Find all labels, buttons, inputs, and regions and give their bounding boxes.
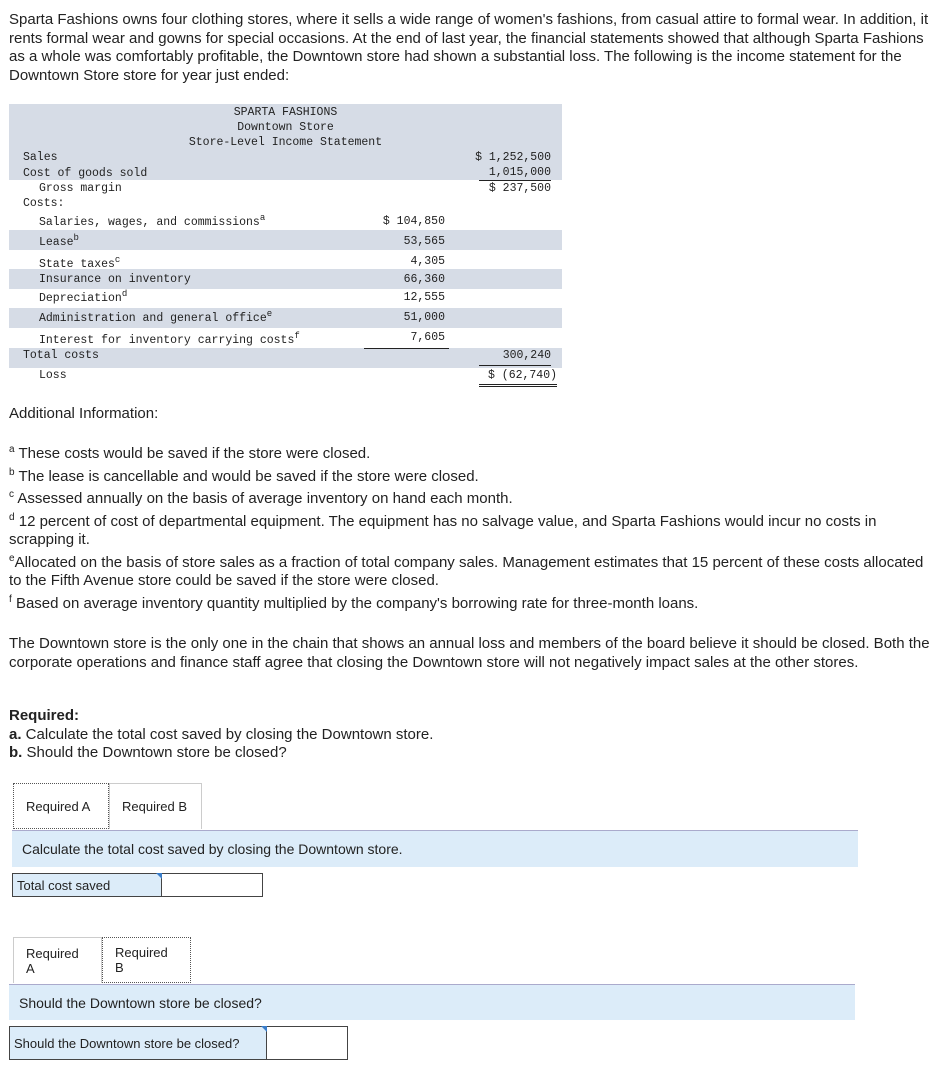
required-heading: Required: xyxy=(9,707,80,724)
underline xyxy=(479,180,551,181)
statement-header xyxy=(9,104,562,150)
tab-required-a[interactable]: Required A xyxy=(13,937,102,983)
underline xyxy=(479,365,551,366)
sales-value: $ 1,252,500 xyxy=(475,151,551,164)
statement-company: SPARTA FASHIONS xyxy=(233,106,338,119)
income-statement xyxy=(9,104,562,387)
cost-item-value: 66,360 xyxy=(403,273,445,286)
input-flag-icon xyxy=(261,1026,267,1032)
total-costs-value: 300,240 xyxy=(502,349,551,362)
question-band-a: Calculate the total cost saved by closing the Downtown store. xyxy=(12,830,858,867)
costs-label: Costs: xyxy=(23,197,65,210)
cost-item-value: 12,555 xyxy=(403,291,445,304)
gross-margin-value: $ 237,500 xyxy=(488,182,551,195)
footnotes xyxy=(9,445,934,613)
loss-label: Loss xyxy=(39,369,67,382)
footnote: $^a$ These costs would be saved if the store were closed. xyxy=(9,444,371,462)
footnote: $^d$ 12 percent of cost of departmental equipment. The equipment has no salvage value, and Sparta Fashions would incur no costs in scrapping it. xyxy=(9,511,877,548)
cost-item-label: Administration and general office$^e$ xyxy=(39,309,273,325)
required-b: b. Should the Downtown store be closed? xyxy=(9,744,287,761)
additional-info-heading: Additional Information: xyxy=(9,405,159,422)
tab-bar-a xyxy=(13,783,202,829)
footnote: $^b$ The lease is cancellable and would be saved if the store were closed. xyxy=(9,466,479,485)
tab-required-b[interactable]: Required B xyxy=(109,783,202,829)
closing-paragraph: The Downtown store is the only one in the chain that shows an annual loss and members of the board believe it should be closed. Both the corporate operations and finance staff agree that closing the Downtown store will not negatively impact sales at the other stores. xyxy=(9,635,930,671)
row-band xyxy=(9,230,562,250)
cost-item-value: 53,565 xyxy=(403,235,445,248)
cogs-value: 1,015,000 xyxy=(488,166,551,179)
footnote: $^e$Allocated on the basis of store sales as a fraction of total company sales. Management estimates that 15 percent of these costs allocated to the Fifth Avenue store could be saved if the store were closed. xyxy=(9,552,924,589)
loss-value: $ (62,740) xyxy=(487,369,557,382)
problem-intro: Sparta Fashions owns four clothing stores, where it sells a wide range of women's fashions, from casual attire to formal wear. In addition, it rents formal wear and gowns for special occasions. At the end of last year, the financial statements showed that although Sparta Fashions as a whole was comfortably profitable, the Downtown store had shown a substantial loss. The following is the income statement for the Downtown Store store for year just ended: xyxy=(9,11,929,84)
tab-bar-b xyxy=(13,937,191,983)
cost-item-value: 7,605 xyxy=(410,331,445,344)
cost-item-value: 51,000 xyxy=(403,311,445,324)
input-flag-icon xyxy=(156,873,162,879)
cost-item-label: Lease$^b$ xyxy=(39,233,79,249)
sales-label: Sales xyxy=(23,151,58,164)
cost-item-label: State taxes$^c$ xyxy=(39,255,121,271)
total-costs-label: Total costs xyxy=(23,349,99,362)
cogs-label: Cost of goods sold xyxy=(23,167,148,180)
question-band-b: Should the Downtown store be closed? xyxy=(9,984,855,1020)
answer-row-a xyxy=(12,873,263,897)
cost-item-label: Insurance on inventory xyxy=(39,273,191,286)
should-close-input[interactable] xyxy=(267,1027,347,1059)
total-cost-saved-input[interactable] xyxy=(162,874,262,896)
cost-item-label: Depreciation$^d$ xyxy=(39,289,128,305)
double-underline xyxy=(479,384,557,385)
double-underline xyxy=(479,386,557,387)
footnote: $^f$ Based on average inventory quantity multiplied by the company's borrowing rate for three-month loans. xyxy=(9,593,699,612)
total-cost-saved-label: Total cost saved xyxy=(13,874,162,896)
cost-item-label: Salaries, wages, and commissions$^a$ xyxy=(39,213,266,229)
should-close-label: Should the Downtown store be closed? xyxy=(10,1027,267,1059)
tab-required-b[interactable]: Required B xyxy=(102,937,191,983)
answer-row-b xyxy=(9,1026,348,1060)
cost-item-label: Interest for inventory carrying costs$^f$ xyxy=(39,331,300,347)
cost-item-value: $ 104,850 xyxy=(382,215,445,228)
underline xyxy=(364,348,449,349)
required-a: a. Calculate the total cost saved by closing the Downtown store. xyxy=(9,725,434,743)
statement-title: Store-Level Income Statement xyxy=(188,136,383,149)
tab-required-a[interactable]: Required A xyxy=(13,783,109,829)
statement-store: Downtown Store xyxy=(237,121,334,134)
footnote: $^c$ Assessed annually on the basis of average inventory on hand each month. xyxy=(9,489,513,507)
gross-margin-label: Gross margin xyxy=(39,182,122,195)
required-block xyxy=(9,707,433,763)
cost-item-value: 4,305 xyxy=(410,255,445,268)
